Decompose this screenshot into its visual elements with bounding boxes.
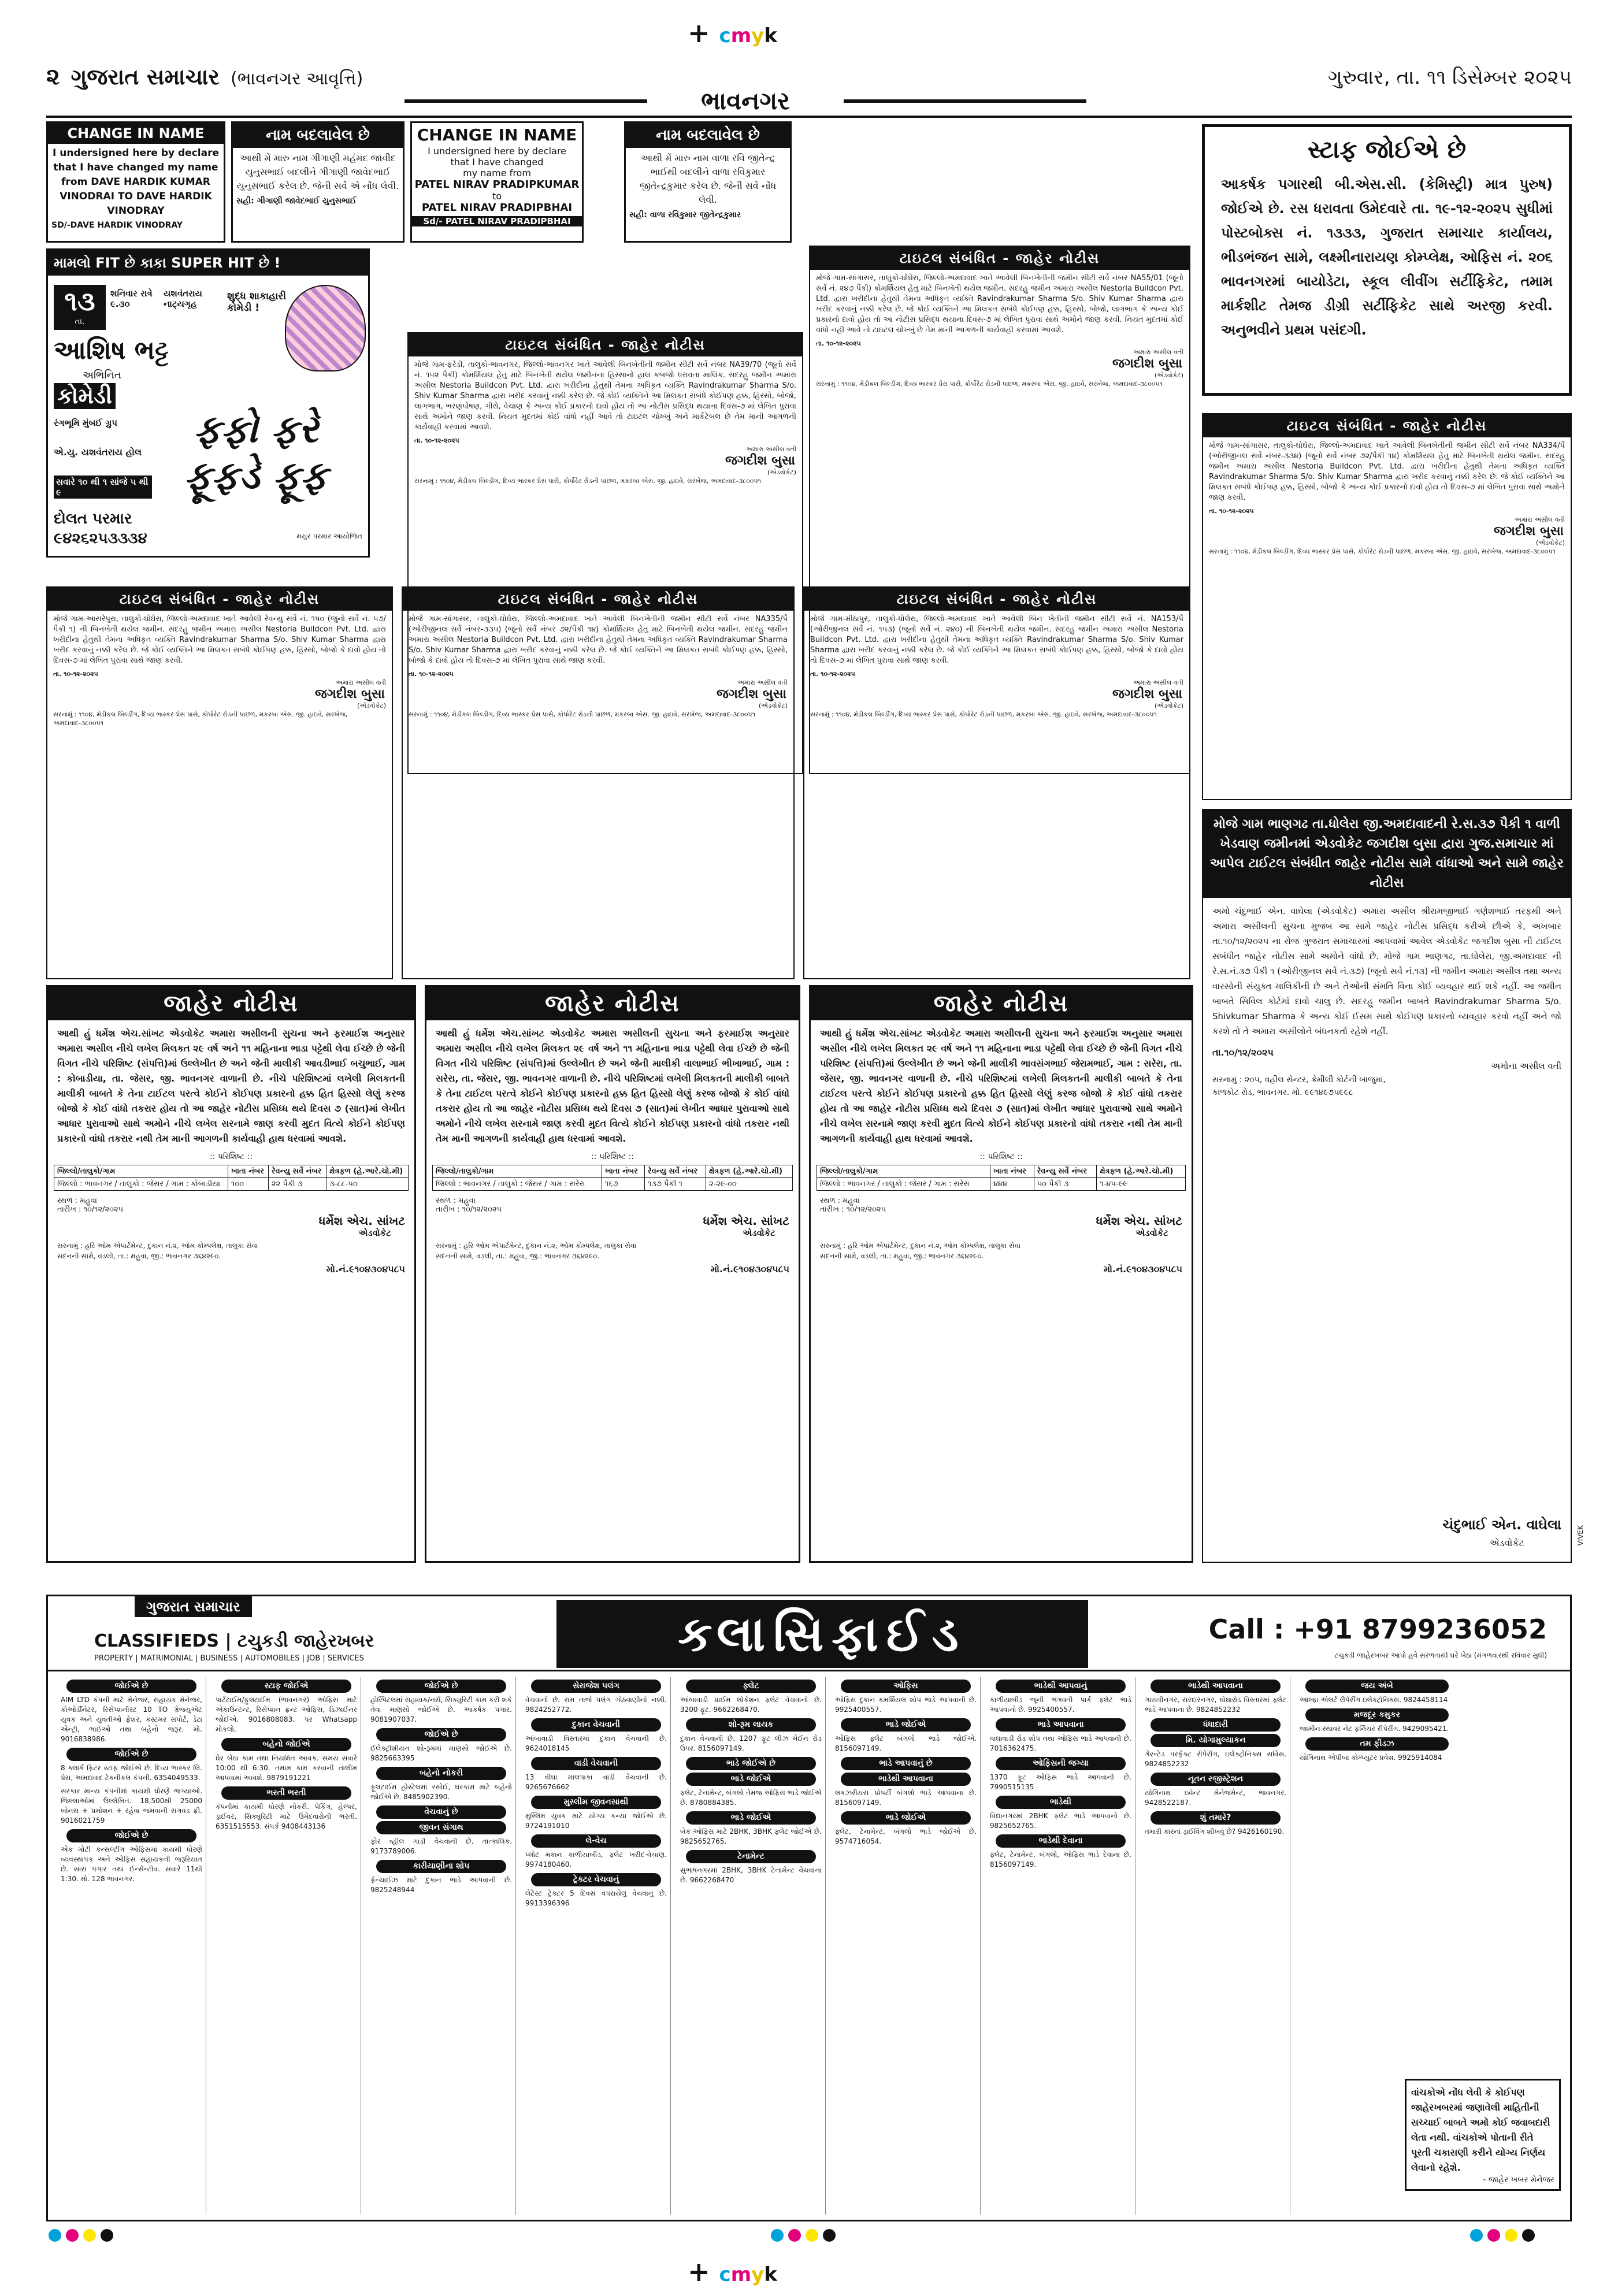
notice-by: અમારા અસીલ વતી bbox=[1515, 516, 1565, 523]
advocate-name: ધર્મેશ એચ. સાંખટ bbox=[1096, 1214, 1182, 1228]
category-label: ભાડેથી bbox=[996, 1796, 1126, 1809]
jaher-notice bbox=[46, 985, 416, 1563]
classified-ad: લકઝરીયસ પ્રોપર્ટી બંગલો ભાડે આપવાના છે. 8156097149. bbox=[835, 1789, 977, 1807]
ad-signature: SD/-DAVE HARDIK VINODRAY bbox=[51, 221, 183, 230]
hall-label: એ.યુ. યશવંતરાય હોલ bbox=[54, 447, 142, 458]
category-label: ભાડે જોઈએ bbox=[686, 1811, 816, 1825]
advocate-role: (એડવોકેટ) bbox=[767, 469, 796, 476]
classifieds-header bbox=[48, 1596, 1570, 1671]
notice-body: આથી હું ધર્મેશ એચ.સાંખટ એડવોકેટ અમારા અસીલની સુચના અને ફરમાઈશ અનુસાર અમારા અસીલ નીચે લખેલ મિલકત ૨૯ વર્ષ અને ૧૧ મહિનાના ભાડા પટ્ટેથી લેવા ઈચ્છે છે જેની વિગત નીચે પરિશિષ્ટ (સંપત્તિ)માં ઉલ્લેખીત છે અને જેની માલીકી વાલાભાઈ ભીખાભાઈ, ગામ : સરેરા, તા. જેસર, જી. ભાવનગર વાળાની છે. નીચે પરિશિષ્ટમાં લખેલી મિલકતની માલીકી બાબતે કે તેના ટાઈટલ પરત્વે કોઈને કોઈપણ પ્રકારનો હક્ક હિત હિસ્સો લેણું કરજ બોજો કે કોઈ વાંધો તકરાર હોય તો આ જાહેર નોટીસ પ્રસિધ્ધ થયે દિવસ ૭ (સાત)માં લેખીત આધાર પુરાવાઓ સાથે અમોને નીચે લખેલ સરનામે જાણ કરવી મુદત વિત્યે કોઈને કોઈપણ પ્રકારનો વાંધો તકરાર નથી તેમ માની આગળની કાર્યવાહી હાથ ધરવામાં આવશે. bbox=[436, 1028, 789, 1144]
magenta-dot bbox=[1487, 2229, 1500, 2242]
table-header-cell: રેવન્યુ સર્વે નંબર bbox=[1034, 1165, 1097, 1178]
table-row bbox=[54, 1178, 409, 1191]
table-cell: ૧૦૦ bbox=[228, 1178, 269, 1191]
notice-date: તારીખ : ૧૦/૧૨/૨૦૨૫ bbox=[436, 1205, 502, 1214]
table-header-cell: જિલ્લો/તાલુકો/ગામ bbox=[433, 1165, 602, 1178]
star-name: આશિષ ભટ્ટ bbox=[54, 336, 169, 365]
notice-date: તા. ૧૦-૧૨-૨૦૨૫ bbox=[409, 670, 454, 678]
advocate-role: (એડવોકેટ) bbox=[1155, 702, 1183, 709]
color-bar-mid bbox=[769, 2229, 838, 2244]
category-label: ભરતી ભરતી bbox=[221, 1786, 351, 1800]
classified-ad: પ્લોટ મકાન કાળીયાબીડ, ફ્લેટ ખરીદ-વેચાણ. 9974180460. bbox=[525, 1851, 667, 1868]
category-label: ભાડે જોઈએ bbox=[841, 1811, 971, 1825]
table-title: :: પરિશિષ્ટ :: bbox=[979, 1152, 1023, 1161]
classified-column bbox=[522, 1677, 671, 2215]
table-header-cell: ખાતા નંબર bbox=[990, 1165, 1034, 1178]
category-label: ભાડેથી આપવાનું bbox=[996, 1680, 1126, 1693]
advocate-name: જગદીશ બુસા bbox=[717, 687, 786, 701]
notice-by: અમોના અસીલ વતી bbox=[1491, 1061, 1561, 1071]
category-label: જોઈએ છે bbox=[66, 1748, 196, 1761]
jaher-notice bbox=[809, 985, 1193, 1563]
category-label: જોઈએ છે bbox=[376, 1680, 506, 1693]
classifieds-big-title: ક્લાસિફાઈડ bbox=[556, 1600, 1088, 1668]
classified-column bbox=[57, 1677, 206, 2215]
crosshair-icon: + bbox=[688, 2256, 710, 2287]
ad-line-1: I undersigned here by declare bbox=[428, 146, 566, 157]
table-header-cell: ખાતા નંબર bbox=[602, 1165, 644, 1178]
ad-title: CHANGE IN NAME bbox=[48, 123, 224, 144]
ad-line-5: to bbox=[492, 191, 502, 202]
classified-ad: ઓફિસ ફ્લેટ બંગલો ભાડે જોઈએ. 8156097149. bbox=[835, 1734, 977, 1752]
notice-body: મોજે ગામ-સાંગાસર, તાલુકો-ઘોઘેરા, જિલ્લો-અમદાવાદ ખાતે આવેલી બિનખેતીની જમીન સીટી સર્વે નંબર NA335/પૈ (ઓરીજીનલ સર્વે નંબર-૩૩૫) (જૂનો સર્વે નંબર ૭૨/પૈકી ૧૪) કોમર્શિયલ હેતુ માટે બિનખેતી થયેલ જમીન. સદરહુ જમીન અમારા અસીલ Nestoria Buildcon Pvt. Ltd. દ્વારા ખરીદીના હેતુથી તેમના અધિકૃત વ્યક્તિ Ravindrakumar Sharma S/o. Shiv Kumar Sharma દ્વારા ખરીદ કરવાનું નક્કી કરેલ છે. જે કોઈ વ્યક્તિને આ મિલકત સબંધે કોઈપણ હક્ક, હિસ્સો, બોજો કે દાવો હોય તો દિવસ-૭ માં લેખિત પુરાવા સાથે જાણ કરવી. bbox=[409, 615, 788, 665]
ad-body: I undersigned here by declare that I have changed my name from DAVE HARDIK KUMAR VINODRAI TO DAVE HARDIK VINODRAY bbox=[53, 147, 219, 217]
classified-ad: કંપનીમાં કાયમી ધોરણે નોકરી. પેકિંગ, હેલ્પર, ડ્રાઈવર, સિક્યુરિટી માટે ઉમેદવારોની ભરતી. 6351515553. સંપર્ક 9408443136 bbox=[216, 1803, 357, 1830]
classified-column bbox=[367, 1677, 516, 2215]
notice-mobile: મો.નં.૯૧૦૪૩૦૪૫૮૫ bbox=[326, 1264, 405, 1275]
ad-body: આથી મેં મારુ નામ વાળા રવિ જીતેન્દ્ર ભાઈથી બદલીને વાળા રવિકુમાર જીતેન્દ્રકુમાર કરેલ છે. જેની સર્વે નોંધ લેવી. bbox=[639, 153, 777, 205]
ad-signature: સહી: ગીગાણી જાવેદભાઈ યુનુસભાઈ bbox=[236, 196, 357, 206]
advocate-name: ધર્મેશ એચ. સાંખટ bbox=[703, 1214, 789, 1228]
category-label: ભાડે જોઈએ bbox=[686, 1773, 816, 1786]
classified-ad: 8 ક્લાર્ક ફિટર સ્ટાફ જોઈએ છે. દિવ્ય ભાસ્કર લિ. પ્રેસ, અમદાવાદ ટેક્નીકલ કંપની. 6354049533. bbox=[61, 1764, 202, 1782]
advocate-role: (એડવોકેટ) bbox=[1536, 539, 1565, 547]
edition: (ભાવનગર આવૃત્તિ) bbox=[231, 69, 363, 89]
presenter-name: દોલત પરમાર bbox=[54, 510, 132, 527]
ad-signature: Sd/- PATEL NIRAV PRADIPBHAI bbox=[412, 216, 582, 226]
page-date: ગુરુવાર, તા. ૧૧ ડિસેમ્બર ૨૦૨૫ bbox=[1328, 66, 1572, 89]
table-title: :: પરિશિષ્ટ :: bbox=[209, 1152, 253, 1161]
category-label: જીવન સંગાથ bbox=[376, 1821, 506, 1834]
advocate-role: (એડવોકેટ) bbox=[759, 702, 788, 709]
name-change-ad-guj-1 bbox=[231, 121, 404, 243]
name-change-ad-guj-2 bbox=[624, 121, 792, 243]
notice-body: મોજે ગામ-ફરેડી, તાલુકો-ભાવનગર, જિલ્લો-ભાવનગર ખાતે આવેલી બિનખેતીની જમીન સીટી સર્વે નંબર NA39/70 (જૂનો સર્વે નં. ૧૫૨ પૈકી) કોમર્શિયલ હેતુ માટે બિનખેતી થયેલ જમીનના હિસ્સાનો હાલ કબજો ધરાવતા માલિક. સદરહુ જમીન અમારા અસીલ Nestoria Buildcon Pvt. Ltd. દ્વારા ખરીદીના હેતુથી તેમના અધિકૃત વ્યક્તિ Ravindrakumar Sharma S/o. Shiv Kumar Sharma દ્વારા ખરીદ કરવાનું નક્કી કરેલ છે. જે કોઈ વ્યક્તિને આ મિલકત સબંધે કોઈપણ હક્ક, હિસ્સો, બોજો, લાગભાગ, ભરણપોષણ, ગીરો, વેચાણ કે અન્ય કોઈ પ્રકારનો દાવો હોય તો આ નોટીસ પ્રસિદ્ધ થયાના દિવસ-૭ માં લેખિત પુરાવા સાથે અમોને જાણ કરવી. નિયત મુદતમાં કોઈ વાંધો નહીં આવે તો ટાઇટલ ચોખ્ખું અને માર્કેટેબલ છે તેમ માની આગળની કાર્યવાહી કરવામાં આવશે. bbox=[414, 361, 796, 432]
notice-place: સ્થળ : મહુવા bbox=[57, 1197, 97, 1205]
advocate-role: એડવોકેટ bbox=[358, 1228, 391, 1238]
yellow-dot bbox=[806, 2229, 818, 2242]
notice-address: સરનામું : ૧૧૦૪, મેડીકલ બિલ્ડીંગ, દિવ્ય ભાસ્કર પ્રેસ પાસે, કોર્પોરેટ રોડની પાછળ, મકરબા એસ. જી. હાઇવે, સરખેજ, અમદાવાદ-૩૮૦૦૫૧ bbox=[414, 477, 761, 485]
ad-title: નામ બદલાવેલ છે bbox=[233, 123, 403, 148]
table-header-cell: રેવન્યુ સર્વે નંબર bbox=[644, 1165, 706, 1178]
notice-address: સરનામું : ૧૧૦૪, મેડીકલ બિલ્ડીંગ, દિવ્ય ભાસ્કર પ્રેસ પાસે, કોર્પોરેટ રોડની પાછળ, મકરબા એસ. જી. હાઇવે, સરખેજ, અમદાવાદ-૩૮૦૦૫૧ bbox=[53, 711, 348, 727]
table-header-row bbox=[817, 1165, 1186, 1178]
table-header-cell: જિલ્લો/તાલુકો/ગામ bbox=[817, 1165, 990, 1178]
ad-line-6: PATEL NIRAV PRADIPBHAI bbox=[421, 202, 573, 214]
classified-ad: બેક ઓફિસ માટે 2BHK, 3BHK ફ્લેટ જોઈએ છે. 9825652765. bbox=[680, 1827, 822, 1845]
black-dot bbox=[823, 2229, 836, 2242]
color-bar-right bbox=[1468, 2229, 1537, 2244]
table-cell: ૩-૮૮-૫૦ bbox=[326, 1178, 409, 1191]
classified-column bbox=[1141, 1677, 1290, 2215]
paper-name: ગુજરાત સમાચાર bbox=[70, 64, 220, 90]
header-rule bbox=[46, 116, 1572, 118]
notice-date: તા. ૧૦-૧૨-૨૦૨૫ bbox=[414, 437, 459, 444]
category-label: વેચવાનું છે bbox=[376, 1805, 506, 1819]
notice-date: તા. ૧૦-૧૨-૨૦૨૫ bbox=[53, 670, 98, 678]
advocate-name: જગદીશ બુસા bbox=[1112, 687, 1182, 701]
classified-column bbox=[1296, 1677, 1458, 2001]
date-badge bbox=[54, 285, 106, 330]
category-label: મજદૂર કમુકર bbox=[1305, 1708, 1449, 1722]
notice-place: સ્થળ : મહુવા bbox=[436, 1197, 476, 1205]
category-label: જોઈએ છે bbox=[376, 1728, 506, 1741]
property-table bbox=[54, 1165, 409, 1191]
notice-address: સરનામું : ૧૧૦૪, મેડીકલ બિલ્ડીંગ, દિવ્ય ભાસ્કર પ્રેસ પાસે, કોર્પોરેટ રોડની પાછળ, મકરબા એસ. જી. હાઇવે, સરખેજ, અમદાવાદ-૩૮૦૦૫૧ bbox=[816, 380, 1163, 388]
aayojak: મયુર પરમાર આયોજિત bbox=[296, 532, 362, 540]
classified-ad: વાઘાવાડી રોડ શોપ તથા ઓફિસ ભાડે આપવાની છે. 7016362475. bbox=[990, 1734, 1131, 1752]
jaher-notice bbox=[425, 985, 800, 1563]
advocate-name: જગદીશ બુસા bbox=[1494, 524, 1564, 538]
category-label: ભાડે આપવાનું છે bbox=[841, 1757, 971, 1770]
date-day: ૧૩ bbox=[64, 285, 95, 317]
category-label: ફ્લેટ bbox=[686, 1680, 816, 1693]
classified-ad: 13 વીઘા માલપાકા વાડી વેચવાની છે. 9265676662 bbox=[525, 1773, 667, 1791]
category-label: ઓફિસની જગ્યા bbox=[996, 1757, 1126, 1770]
classifieds-sep: | bbox=[225, 1631, 237, 1651]
table-cell: ૧૩૭ પૈકી ૧ bbox=[644, 1178, 706, 1191]
classified-ad: આંબાવાડી પ્રાઈમ લોકેશન ફ્લેટ વેચવાનો છે. 3200 ફૂટ. 9662268470. bbox=[680, 1696, 822, 1714]
table-header-cell: જિલ્લો/તાલુકો/ગામ bbox=[54, 1165, 228, 1178]
table-header-cell: ક્ષેત્રફળ (હે.આરે.ચો.મી) bbox=[326, 1165, 409, 1178]
disclaimer-text: વાંચકોએ નોંધ લેવી કે કોઈપણ જાહેરખબરમાં જણાવેલી માહિતીની સચ્ચાઈ બાબતે અમો કોઈ જવાબદારી લેતા નથી. વાંચકોએ પોતાની રીતે પૂરતી ચકાસણી કરીને યોગ્ય નિર્ણય લેવાનો રહેશે. bbox=[1411, 2087, 1550, 2173]
ad-body: આકર્ષક પગારથી બી.એસ.સી. (કેમિસ્ટ્રી) માત્ર પુરુષ) જોઈએ છે. રસ ધરાવતા ઉમેદવારે તા. ૧૯-૧૨-૨૦૨૫ સુધીમાં પોસ્ટબોક્સ નં. ૧૩૩૩, ગુજરાત સમાચાર કાર્યાલય, ભીડભંજન સામે, લક્ષ્મીનારાયણ કોમ્પ્લેક્ષ, ઓફિસ નં. ૨૦૬ ભાવનગરમાં બાયોડેટા, સ્કૂલ લીવીંગ સર્ટીફિકેટ, તમામ માર્કશીટ તેમજ ડીગ્રી સર્ટીફિકેટ સાથે અરજી કરવી. અનુભવીને પ્રથમ પસંદગી. bbox=[1221, 176, 1553, 338]
play-title: ફફો ફરે ફૂફડે ફૂફ bbox=[184, 407, 328, 497]
cyan-dot bbox=[771, 2229, 784, 2242]
notice-by: અમારા અસીલ વતી bbox=[1133, 348, 1183, 356]
black-dot bbox=[1522, 2229, 1535, 2242]
classified-ad: સરકાર માન્ય કંપનીમાં કાયમી ધોરણે જગ્યાઓ. જિલ્લાઓમાં ઉલ્લેખિત. 18,500થી 25000 બોનસ + પ્રમોશન + રહેવા જમવાની સગવડ ફ્રી. 9016021759 bbox=[61, 1787, 202, 1825]
classified-ad: ફ્લેટ, ટેનામેન્ટ, બંગલો, ઓફિસ ભાડે દેવાના છે. 8156097149. bbox=[990, 1851, 1131, 1868]
notice-by: અમારા અસીલ વતી bbox=[737, 679, 788, 686]
yellow-dot bbox=[83, 2229, 96, 2242]
ad-body: આથી મેં મારુ નામ ગીગાણી મહંમદ જાવીદ યુનુસભાઈ બદલીને ગીગાણી જાવેદભાઈ યુનુસભાઈ કરેલ છે. જેની સર્વે એ નોંધ લેવી. bbox=[236, 153, 399, 191]
notice-address: સરનામું : ૧૧૦૪, મેડીકલ બિલ્ડીંગ, દિવ્ય ભાસ્કર પ્રેસ પાસે, કોર્પોરેટ રોડની પાછળ, મકરબા એસ. જી. હાઇવે, સરખેજ, અમદાવાદ-૩૮૦૦૫૧ bbox=[810, 711, 1157, 718]
notice-by: અમારા અસીલ વતી bbox=[746, 445, 796, 453]
category-label: જોઈએ છે bbox=[66, 1680, 196, 1693]
advocate-role: એડવોકેટ bbox=[1135, 1228, 1168, 1238]
section-title-bar bbox=[404, 87, 1086, 116]
black-dot bbox=[101, 2229, 113, 2242]
table-cell: જિલ્લો : ભાવનગર / તાલુકો : જેસર / ગામ : સરેરા bbox=[433, 1178, 602, 1191]
classified-ad: સુભાષનગરમાં 2BHK, 3BHK ટેનામેન્ટ વેચવાના છે. 9662268470 bbox=[680, 1866, 822, 1884]
table-cell: ૧૬૭ bbox=[602, 1178, 644, 1191]
notice-body: આથી હું ધર્મેશ એચ.સાંખટ એડવોકેટ અમારા અસીલની સુચના અને ફરમાઈશ અનુસાર અમારા અસીલ નીચે લખેલ મિલકત ૨૯ વર્ષ અને ૧૧ મહિનાના ભાડા પટ્ટેથી લેવા ઈચ્છે છે જેની વિગત નીચે પરિશિષ્ટ (સંપત્તિ)માં ઉલ્લેખીત છે અને જેની માલીકી આવડીભાઈ બચુભાઈ, ગામ : કોબાડીયા, તા. જેસર, જી. ભાવનગર વાળાની છે. નીચે પરિશિષ્ટમાં લખેલી મિલકતની માલીકી બાબતે કે તેના ટાઈટલ પરત્વે કોઈને કોઈપણ પ્રકારનો હક્ક હિત હિસ્સો લેણું કરજ બોજો કે કોઈ વાંધો તકરાર હોય તો આ જાહેર નોટીસ પ્રસિધ્ધ થયે દિવસ ૭ (સાત)માં લેખીત આધાર પુરાવાઓ સાથે અમોને નીચે લખેલ સરનામે જાણ કરવી મુદત વિત્યે કોઈને કોઈપણ પ્રકારનો વાંધો તકરાર નથી તેમ માની આગળની કાર્યવાહી હાથ ધરવામાં આવશે. bbox=[57, 1028, 405, 1144]
table-cell: જિલ્લો : ભાવનગર / તાલુકો : જેસર / ગામ : સરેરા bbox=[817, 1178, 990, 1191]
notice-date: તા. ૧૦-૧૨-૨૦૨૫ bbox=[1209, 507, 1254, 515]
table-title: :: પરિશિષ્ટ :: bbox=[591, 1152, 634, 1161]
table-cell: જિલ્લો : ભાવનગર / તાલુકો : જેસર / ગામ : કોબાડીયા bbox=[54, 1178, 228, 1191]
classified-ad: ફૂલટાઈમ હોસ્ટેલમાં રસોઈ, ઘરકામ માટે બહેનો જોઈએ છે. 8485902390. bbox=[370, 1783, 512, 1801]
notice-title: ટાઇટલ સંબંધિત - જાહેર નોટીસ bbox=[810, 247, 1189, 270]
notice-by: અમારા અસીલ વતી bbox=[336, 679, 386, 686]
category-label: ટેનામેન્ટ bbox=[686, 1850, 816, 1863]
notice-title: જાહેર નોટીસ bbox=[426, 987, 799, 1020]
show-venue: યશવંતરાય નાટ્યગૃહ bbox=[164, 288, 202, 309]
table-cell: ૧-૪૫-૯૯ bbox=[1097, 1178, 1186, 1191]
show-genre: શુદ્ધ શાકાહારી કોમેડી ! bbox=[227, 291, 287, 314]
classified-ad: આંબાવાડી વિસ્તારમાં દુકાન વેચવાની છે. 9624018145 bbox=[525, 1734, 667, 1752]
magenta-dot bbox=[788, 2229, 801, 2242]
title-notice bbox=[1202, 413, 1572, 800]
classified-column bbox=[212, 1677, 361, 2215]
table-header-row bbox=[433, 1165, 793, 1178]
ad-title: સ્ટાફ જોઈએ છે bbox=[1307, 135, 1467, 164]
classified-ad: ફ્લેટ, ટેનામેન્ટ, બંગલો તેમજ ઓફિસ ભાડે જોઈએ છે. 8780884385. bbox=[680, 1789, 822, 1807]
classifieds-section bbox=[46, 1595, 1572, 2221]
classified-column bbox=[677, 1677, 826, 2215]
ad-signature: સહી: વાળા રવિકુમાર જીતેન્દ્રકુમાર bbox=[629, 210, 741, 220]
category-label: ટ્રેક્ટર વેચવાનું bbox=[531, 1873, 661, 1886]
table-header-cell: ક્ષેત્રફળ (હે.આરે.ચો.મી) bbox=[1097, 1165, 1186, 1178]
classified-ad: 1370 ફૂટ ઓફિસ ભાડે આપવાની છે. 7990515135 bbox=[990, 1773, 1131, 1791]
group-label: રંગભૂમિ મુંબઈ ગ્રુપ bbox=[54, 418, 118, 428]
property-table bbox=[817, 1165, 1186, 1191]
cyan-dot bbox=[1470, 2229, 1483, 2242]
category-label: ભાડે આપવાના bbox=[996, 1718, 1126, 1732]
notice-mobile: મો.નં.૯૧૦૪૩૦૪૫૮૫ bbox=[1103, 1264, 1182, 1275]
classified-ad: વેચવાનો છે. રામ તાજે પલંગ ગોઠવાણીનો નક્કી. 9824252772. bbox=[525, 1696, 667, 1714]
classified-ad: હોસ્પિટલમાં સહાયક/નર્સ, સિક્યુરિટી કામ કરી શકે તેવા માણસો જોઈએ છે. આકર્ષક પગાર. 9081907037. bbox=[370, 1696, 512, 1723]
advocate-role: (એડવોકેટ) bbox=[357, 702, 386, 709]
rule-left bbox=[404, 99, 647, 103]
title-notice bbox=[402, 586, 795, 979]
call-number: Call : +91 8799236052 bbox=[1208, 1614, 1547, 1645]
presenter-phone: ૯૪૨૬૨૫૩૩૩૪ bbox=[54, 530, 147, 547]
title-notice bbox=[803, 586, 1190, 979]
classified-ad: વિદ્યાનગરમાં 2BHK ફ્લેટ ભાડે આપવાનો છે. 9825652765. bbox=[990, 1812, 1131, 1830]
cyan-dot bbox=[49, 2229, 61, 2242]
change-name-ad-1 bbox=[46, 121, 225, 243]
classified-ad: યોગિનાથ એપીબા કોમ્પ્યુટર પ્રવેશ. 9925914084 bbox=[1300, 1753, 1442, 1762]
classified-ad: ફોર વ્હીલ ગાડી વેચવાની છે. તાત્કાલિક. 9173789006. bbox=[370, 1837, 512, 1855]
ad-title: CHANGE IN NAME bbox=[417, 125, 577, 144]
classifieds-label bbox=[94, 1631, 374, 1651]
disclaimer-sig: - જાહેર ખબર મેનેજર bbox=[1483, 2175, 1554, 2184]
category-label: શો-રૂમ લાયક bbox=[686, 1718, 816, 1732]
advocate-name: જગદીશ બુસા bbox=[315, 687, 385, 701]
advocate-name: ધર્મેશ એચ. સાંખટ bbox=[318, 1214, 405, 1228]
crosshair-icon: + bbox=[688, 17, 710, 49]
side-credit: VIVEK bbox=[1576, 1525, 1584, 1546]
objection-notice bbox=[1202, 809, 1572, 1563]
bottom-cmyk-mark: + cmyk bbox=[688, 2256, 777, 2287]
notice-date: તારીખ : ૧૦/૧૨/૨૦૨૫ bbox=[820, 1205, 886, 1214]
classified-ad: મુસ્લિમ યુવક માટે યોગ્ય કન્યા જોઈએ છે. 9724191010 bbox=[525, 1812, 667, 1830]
classified-ad: ઘેર બેઠા કામ તથા નિયમિત આવક. સમય સવારે 10:00 થી 6:30. તમામ કામ કરવાની તાલીમ આપવામાં આવશે. 9879191221 bbox=[216, 1754, 357, 1782]
ad-title: નામ બદલાવેલ છે bbox=[626, 123, 790, 148]
classifieds-subtitle: PROPERTY | MATRIMONIAL | BUSINESS | AUTOMOBILES | JOB | SERVICES bbox=[94, 1654, 364, 1663]
notice-place: સ્થળ : મહુવા bbox=[820, 1197, 860, 1205]
category-label: બહેનો જોઈએ bbox=[221, 1738, 351, 1751]
notice-date: તા. ૧૦-૧૨-૨૦૨૫ bbox=[810, 670, 855, 678]
show-time: સવારે ૧૦ થી ૧ સાંજે ૫ થી ૯ bbox=[54, 475, 152, 499]
category-label: ભાડેથી આપવાના bbox=[841, 1773, 971, 1786]
notice-title: ટાઇટલ સંબંધિત - જાહેર નોટીસ bbox=[47, 588, 392, 611]
advocate-role: એડવોકેટ bbox=[743, 1228, 775, 1238]
notice-title: ટાઇટલ સંબંધિત - જાહેર નોટીસ bbox=[409, 333, 802, 356]
category-label: સેરાજેશ પલંગ bbox=[531, 1680, 661, 1693]
classified-ad: ઈલેક્ટ્રીશીયન શો-રૂમમાં માણસો જોઈએ છે. 9825663395 bbox=[370, 1744, 512, 1762]
section-title: ભાવનગર bbox=[701, 87, 790, 115]
classified-ad: પાર્ટટાઈમ/ફુલટાઈમ (ભાવનગર) ઓફિસ માટે એકાઉન્ટન્ટ, રિસેપ્શન ફ્રન્ટ ઓફિસ, ડિઝાઈનર જોઈએ. 9016808083. પર Whatsapp મોકલો. bbox=[216, 1696, 357, 1733]
notice-address: સરનામું : ૨૦૫, વહીલ સેન્ટર, ક્રેમીલી કોર્ટની બાજુમાં, કાળકોટ રોડ, ભાવનગર. મો. ૯૯૧૪૯૭૫૯૯૮ bbox=[1212, 1075, 1386, 1097]
notice-date: તા.૧૦/૧૨/૨૦૨૫ bbox=[1212, 1047, 1274, 1058]
table-header-row bbox=[54, 1165, 409, 1178]
table-row bbox=[817, 1178, 1186, 1191]
category-label: બહેનો નોકરી bbox=[376, 1767, 506, 1780]
top-cmyk-mark: + cmyk bbox=[688, 17, 777, 49]
ad-line-2: that I have changed bbox=[450, 157, 544, 168]
category-label: નૂતન રજીસ્ટ્રેશન bbox=[1151, 1773, 1281, 1786]
notice-title: જાહેર નોટીસ bbox=[48, 987, 414, 1020]
color-bar-left bbox=[46, 2229, 116, 2244]
category-label: ભાડેથી દેવાના bbox=[996, 1834, 1126, 1848]
classified-column bbox=[986, 1677, 1135, 2215]
notice-date: તારીખ : ૧૦/૧૨/૨૦૨૫ bbox=[57, 1205, 124, 1214]
advocate-role: એડવોકેટ bbox=[1489, 1537, 1524, 1548]
category-label: વાડી વેચવાની bbox=[531, 1757, 661, 1770]
classified-ad: કાળીયાબીડ જૂની ભગવતી પાર્ક ફ્લેટ ભાડે આપવાનો છે. 9925400557. bbox=[990, 1696, 1131, 1714]
category-label: લે-વેચ bbox=[531, 1834, 661, 1848]
advocate-name: ચંદુભાઈ એન. વાઘેલા bbox=[1442, 1517, 1561, 1533]
advocate-name: જગદીશ બુસા bbox=[725, 454, 795, 468]
classified-ad: AIM LTD કંપની માટે મેનેજર, સહાયક મેનેજર, કોઓર્ડીનેટર, રિસેપ્શનીસ્ટ 10 TO ગ્રેજ્યુએટ યુવક અને યુવતીઓ ફ્રેશર, કસ્ટમર સપોર્ટ, ડેટા એન્ટ્રી, ભાઈઓ તથા બહેનો જરૂર. મો. 9016838986. bbox=[61, 1696, 202, 1743]
notice-address: સરનામું : હરિ ઓમ એપાર્ટમેન્ટ, દુકાન નં.૨, ઓમ કોમ્પલેક્ષ, તાલુકા સેવા સદનની સામે, વડલી, તા.: મહુવા, જી.: ભાવનગર ૩૬૪૨૯૦. bbox=[436, 1242, 637, 1260]
notice-title: જાહેર નોટીસ bbox=[811, 987, 1192, 1020]
classified-ad: યોગિનાથ ઇવેન્ટ મેનેજમેન્ટ, ભાવનગર. 9428522187. bbox=[1145, 1789, 1286, 1807]
classified-column bbox=[832, 1677, 981, 2215]
notice-address: સરનામું : હરિ ઓમ એપાર્ટમેન્ટ, દુકાન નં.૨, ઓમ કોમ્પલેક્ષ, તાલુકા સેવા સદનની સામે, વડલી, તા.: મહુવા, જી.: ભાવનગર ૩૬૪૨૯૦. bbox=[57, 1242, 258, 1260]
classified-ad: ઓફિસ દુકાન કમર્શિયલ શોપ ભાડે આપવાની છે. 9925400557. bbox=[835, 1696, 977, 1714]
notice-title: મોજે ગામ ભાણગઢ તા.ધોલેરા જી.અમદાવાદની રે.સ.૩૭ પૈકી ૧ વાળી ખેડવાણ જમીનમાં એડવોકેટ જગદીશ બુસા દ્વારા ગુજ.સમાચાર માં આપેલ ટાઈટલ સંબંધીત જાહેર નોટીસ સામે વાંધાઓ અને સામે જાહેર નોટીસ bbox=[1203, 810, 1571, 898]
category-label: ઓફિસ bbox=[841, 1680, 971, 1693]
magenta-dot bbox=[66, 2229, 79, 2242]
notice-title: ટાઇટલ સંબંધિત - જાહેર નોટીસ bbox=[804, 588, 1189, 611]
property-table bbox=[432, 1165, 793, 1191]
change-name-ad-2 bbox=[410, 121, 584, 243]
classified-ad: જામીન સ્થાવર નેટ ફર્નિચર રીપેરીંગ. 9429095421. bbox=[1300, 1725, 1449, 1733]
category-label: જોઈએ છે bbox=[66, 1829, 196, 1842]
table-header-cell: રેવન્યુ સર્વે નંબર bbox=[268, 1165, 326, 1178]
classified-ad: લેટેસ્ટ ટ્રેક્ટર 5 દિવસ વપરાયેલું વેચવાનું છે. 9913396396 bbox=[525, 1889, 667, 1907]
notice-title: ટાઇટલ સંબંધિત - જાહેર નોટીસ bbox=[403, 588, 793, 611]
category-label: મિ. યોગામુલ્યાકન bbox=[1151, 1734, 1281, 1747]
notice-body: અમો ચંદુભાઈ એન. વાઘેલા (એડવોકેટ) અમારા અસીલ શ્રીરામજીભાઈ ગણેશભાઈ તરફથી અને અમારા અસીલની સુચના મુજબ આ સામે જાહેર નોટીસ પ્રસિદ્ધ કરીએ છીએ કે, અખબાર તા.૧૦/૧૨/૨૦૨૫ ના રોજ ગુજરાત સમાચારમાં આપવામાં આવેલ એડવોકેટ જગદીશ બુસા ની ટાઈટલ સબંધીત જાહેર નોટીસ સામે અમોને વાંધો છે. મોજે ગામ ભાણગઢ, તા.ધોલેરા, જી.અમદાવાદ ની રે.સ.નં.૩૭ પૈકી ૧ (ઓરીજીનલ સર્વે નં.૩૭) (જૂનો સર્વે નં.૧૩) ની જમીન અમારા અસીલ તથા અન્ય વારસોની સંયુક્ત માલિકીની છે અને તેઓની સંમતિ વિના કોઈ વ્યવહાર થઈ શકે નહીં. આ જમીન બાબતે સિવિલ કોર્ટમાં દાવો ચાલુ છે. સદરહુ જમીન બાબતે Ravindrakumar Sharma S/o. Shivkumar Sharma કે અન્ય કોઈ ઈસમ સાથે કોઈપણ પ્રકારનો વ્યવહાર કરવો નહીં અને જો કરશે તો તે અમારા અસીલોને બંધનકર્તા રહેશે નહીં. bbox=[1212, 906, 1561, 1036]
notice-date: તા. ૧૦-૧૨-૨૦૨૫ bbox=[816, 340, 861, 347]
notice-title: ટાઇટલ સંબંધિત - જાહેર નોટીસ bbox=[1203, 414, 1571, 437]
ad-line-3: my name from bbox=[463, 168, 531, 179]
notice-body: મોજે ગામ-મીઠાપુર, તાલુકો-ધોલેરા, જિલ્લો-અમદાવાદ ખાતે આવેલી બિન ખેતીની જમીન સીટી સર્વે નં. NA153/પૈ (ઓરીજીનલ સર્વે નં. ૧૫૩) (જૂનો સર્વે નં. ૨૪૦) ની બિનખેતી થયેલ જમીન. સદરહુ જમીન અમારા અસીલ Nestoria Buildcon Pvt. Ltd. દ્વારા ખરીદીના હેતુથી તેમના અધિકૃત વ્યક્તિ Ravindrakumar Sharma S/o. Shiv Kumar Sharma દ્વારા ખરીદ કરવાનું નક્કી કરેલ છે. જે કોઈ વ્યક્તિને આ મિલકત સબંધે કોઈપણ હક્ક, હિસ્સો, બોજો કે દાવો હોય તો દિવસ-૭ માં લેખિત પુરાવા સાથે જાણ કરવી. bbox=[810, 615, 1183, 665]
advocate-name: જગદીશ બુસા bbox=[1112, 356, 1182, 371]
page-number: ૨ bbox=[46, 64, 60, 90]
table-header-cell: ક્ષેત્રફળ (હે.આરે.ચો.મી) bbox=[706, 1165, 792, 1178]
notice-address: સરનામું : ૧૧૦૪, મેડીકલ બિલ્ડીંગ, દિવ્ય ભાસ્કર પ્રેસ પાસે, કોર્પોરેટ રોડની પાછળ, મકરબા એસ. જી. હાઇવે, સરખેજ, અમદાવાદ-૩૮૦૦૫૧ bbox=[409, 711, 755, 718]
ad-banner: મામલો FIT છે કાકા SUPER HIT છે ! bbox=[48, 250, 368, 276]
notice-body: મોજે ગામ-આસરેપુરા, તાલુકો-ઘોઘેરા, જિલ્લો-અમદાવાદ ખાતે આવેલી રેવન્યુ સર્વે નં. ૧૫૦ (જુનો સર્વે નં. ૫૭/પૈકી ૧) ની બિનખેતી થયેલ જમીન. સદરહુ જમીન અમારા અસીલ Nestoria Buildcon Pvt. Ltd. દ્વારા ખરીદીના હેતુથી તેમના અધિકૃત વ્યક્તિ Ravindrakumar Sharma S/o. Shiv Kumar Sharma દ્વારા ખરીદ કરવાનું નક્કી કરેલ છે. જે કોઈ વ્યક્તિને આ મિલકત સબંધે કોઈપણ હક્ક, હિસ્સો, બોજો કે દાવો હોય તો દિવસ-૭ માં લેખિત પુરાવા સાથે જાણ કરવી. bbox=[53, 615, 386, 665]
category-label: ભાડે જોઈએ છે bbox=[686, 1757, 816, 1770]
notice-by: અમારા અસીલ વતી bbox=[1133, 679, 1183, 686]
classified-ad: આલ્ફા એલર્ટ રીપેરીંગ ઇલેક્ટ્રોનિક્સ. 9824458114 bbox=[1300, 1696, 1448, 1704]
classifieds-label-en: CLASSIFIEDS bbox=[94, 1631, 220, 1651]
category-label: ભાડેથી આપવાના bbox=[1151, 1680, 1281, 1693]
notice-body: મોજે ગામ-સાંગાસર, તાલુકો-ઘોઘેરા, જિલ્લો-અમદાવાદ ખાતે આવેલી બિનખેતીની જમીન સીટી સર્વે નંબર NA55/01 (જૂનો સર્વે નં. ૨૪૭ પૈકી) કોમર્શિયલ હેતુ માટે બિનખેતી થયેલ જમીન. સદરહુ જમીન અમારા અસીલ Nestoria Buildcon Pvt. Ltd. દ્વારા ખરીદીના હેતુથી તેમના અધિકૃત વ્યક્તિ Ravindrakumar Sharma S/o. Shiv Kumar Sharma દ્વારા ખરીદ કરવાનું નક્કી કરેલ છે. જે કોઈ વ્યક્તિને આ મિલકત સબંધે કોઈપણ હક્ક, હિસ્સો, બોજો, લાગભાગ કે અન્ય કોઈ પ્રકારનો દાવો હોય તો આ નોટીસ પ્રસિદ્ધ થયાના દિવસ-૭ માં લેખિત પુરાવા સાથે અમોને જાણ કરવી. નિયત મુદતમાં કોઈ વાંધો નહીં આવે તો ટાઇટલ ચોખ્ખું છે તેમ માની આગળની કાર્યવાહી કરવામાં આવશે. bbox=[816, 274, 1183, 335]
notice-address: સરનામું : ૧૧૦૪, મેડીકલ બિલ્ડીંગ, દિવ્ય ભાસ્કર પ્રેસ પાસે, કોર્પોરેટ રોડની પાછળ, મકરબા એસ. જી. હાઇવે, સરખેજ, અમદાવાદ-૩૮૦૦૫૧ bbox=[1209, 548, 1556, 555]
table-cell: ૨૨ પૈકી ૩ bbox=[268, 1178, 326, 1191]
notice-body: મોજે ગામ-સાંગાસર, તાલુકો-ઘોઘેરા, જિલ્લો-અમદાવાદ ખાતે આવેલી બિનખેતીની જમીન સીટી સર્વે નંબર NA334/પૈ (ઓરીજીનલ સર્વે નંબર-૩૩૪) (જૂનો સર્વે નંબર ૭૨/પૈકી ૧૪) કોમર્શિયલ હેતુ માટે બિનખેતી થયેલ જમીન. સદરહુ જમીન અમારા અસીલ Nestoria Buildcon Pvt. Ltd. દ્વારા ખરીદીના હેતુથી તેમના અધિકૃત વ્યક્તિ Ravindrakumar Sharma S/o. Shiv Kumar Sharma દ્વારા ખરીદ કરવાનું નક્કી કરેલ છે. જે કોઈ વ્યક્તિને આ મિલકત સબંધે કોઈપણ હક્ક, હિસ્સો, બોજો કે અન્ય કોઈ પ્રકારનો દાવો હોય તો દિવસ-૭ માં લેખિત પુરાવા સાથે અમોને જાણ કરવી. bbox=[1209, 441, 1565, 502]
comedy-play-ad bbox=[46, 248, 370, 558]
call-note: ટચુકડી જાહેરખબર આપો હવે સરળતાથી ઘરે બેઠા (મંગળવારથી રવિવાર સુધી) bbox=[1334, 1651, 1547, 1659]
notice-address: સરનામું : હરિ ઓમ એપાર્ટમેન્ટ, દુકાન નં.૨, ઓમ કોમ્પલેક્ષ, તાલુકા સેવા સદનની સામે, વડલી, તા.: મહુવા, જી.: ભાવનગર ૩૬૪૨૯૦. bbox=[820, 1242, 1021, 1260]
classified-ad: એક મોટી કન્સલ્ટીંગ ઓફિસમાં કાયમી ધોરણે વ્યવસ્થાપક અને ઓફિસ સહાયકની જરૂરિયાત છે. સારા પગાર તથા ઈન્સેન્ટીવ. સવારે 11થી 1:30. મો. 128 ભાવનગર. bbox=[61, 1845, 202, 1883]
classified-ad: દુકાન વેચવાની છે. 1207 ફૂટ લીઝ મેઈન રોડ ઉપર. 8156097149. bbox=[680, 1734, 822, 1752]
advocate-role: (એડવોકેટ) bbox=[1155, 371, 1183, 379]
category-label: દુકાન વેચવાની bbox=[531, 1718, 661, 1732]
category-label: સ્ટાફ જોઈએ bbox=[221, 1680, 351, 1693]
yellow-dot bbox=[1505, 2229, 1517, 2242]
classified-ad: ફ્રેન્ચાઈઝ માટે દુકાન ભાડે આપવાની છે. 9825248944 bbox=[370, 1876, 512, 1894]
category-label: શું તમારે? bbox=[1151, 1811, 1281, 1825]
classifieds-label-guj: ટચુકડી જાહેરખબર bbox=[237, 1631, 374, 1651]
classified-ad: ગેરન્ટેડ પરફેક્ટ રીપેરીંગ, ઇલેક્ટ્રોનિક્સ સર્વિસ. 9824852232 bbox=[1145, 1750, 1286, 1768]
disclaimer-box bbox=[1405, 2079, 1561, 2191]
notice-body: આથી હું ધર્મેશ એચ.સાંખટ એડવોકેટ અમારા અસીલની સુચના અને ફરમાઈશ અનુસાર અમારા અસીલ નીચે લખેલ મિલકત ૨૯ વર્ષ અને ૧૧ મહિનાના ભાડા પટ્ટેથી લેવા ઈચ્છે છે જેની વિગત નીચે પરિશિષ્ટ (સંપત્તિ)માં ઉલ્લેખીત છે અને જેની માલીકી ભાવસંગભાઈ જેરામભાઈ, ગામ : સરેરા, તા. જેસર, જી. ભાવનગર વાળાની છે. નીચે પરિશિષ્ટમાં લખેલી મિલકતની માલીકી બાબતે કે તેના ટાઈટલ પરત્વે કોઈને કોઈપણ પ્રકારનો હક્ક હિત હિસ્સો લેણું કરજ બોજો કે કોઈ વાંધો તકરાર હોય તો આ જાહેર નોટીસ પ્રસિધ્ધ થયે દિવસ ૭ (સાત)માં લેખીત આધાર પુરાવાઓ સાથે અમોને નીચે લખેલ સરનામે જાણ કરવી મુદત વિત્યે કોઈને કોઈપણ પ્રકારનો વાંધો તકરાર નથી તેમ માની આગળની કાર્યવાહી હાથ ધરવામાં આવશે. bbox=[820, 1028, 1182, 1144]
category-label: ભાડે જોઈએ bbox=[841, 1718, 971, 1732]
classified-ad: ગાયત્રીનગર, સરદારનગર, ઘોઘારોડ વિસ્તારમાં ફ્લેટ ભાડે આપવાના છે. 9824852232 bbox=[1145, 1696, 1286, 1714]
date-month: તા. bbox=[75, 317, 85, 326]
ad-line-4: PATEL NIRAV PRADIPKUMAR bbox=[414, 179, 580, 191]
table-cell: ૪૪૪ bbox=[990, 1178, 1034, 1191]
star-abhinit: અભિનિત bbox=[83, 369, 121, 381]
notice-mobile: મો.નં.૯૧૦૪૩૦૪૫૮૫ bbox=[710, 1264, 789, 1275]
category-label: જય અંબે bbox=[1305, 1680, 1449, 1693]
title-notice bbox=[46, 586, 393, 979]
brand-tab: ગુજરાત સમાચાર bbox=[135, 1596, 252, 1617]
category-label: કારીયાણીના શોપ bbox=[376, 1860, 506, 1873]
table-row bbox=[433, 1178, 793, 1191]
comedy-label: કોમેડી bbox=[54, 383, 116, 409]
category-label: ધંધાદારી bbox=[1151, 1718, 1281, 1732]
staff-wanted-ad bbox=[1202, 124, 1572, 396]
artist-photo-icon bbox=[285, 285, 366, 371]
rule-right bbox=[844, 99, 1086, 103]
category-label: મુસ્લીમ જીવનસાથી bbox=[531, 1796, 661, 1809]
table-header-cell: ખાતા નંબર bbox=[228, 1165, 269, 1178]
classified-ad: તમારી કારનાં ડ્રાઈવિંગ શીખવું છે? 9426160190. bbox=[1145, 1827, 1285, 1836]
classified-ad: ફ્લેટ, ટેનામેન્ટ, બંગલો ભાડે જોઈએ છે. 9574716054. bbox=[835, 1827, 977, 1845]
table-cell: ૨-૨૯-૦૦ bbox=[706, 1178, 792, 1191]
show-when: શનિવાર રાત્રે ૯.૩૦ bbox=[110, 288, 153, 309]
table-cell: ૫૦ પૈકી ૩ bbox=[1034, 1178, 1097, 1191]
category-label: તમ ફીડઝ bbox=[1305, 1737, 1449, 1751]
